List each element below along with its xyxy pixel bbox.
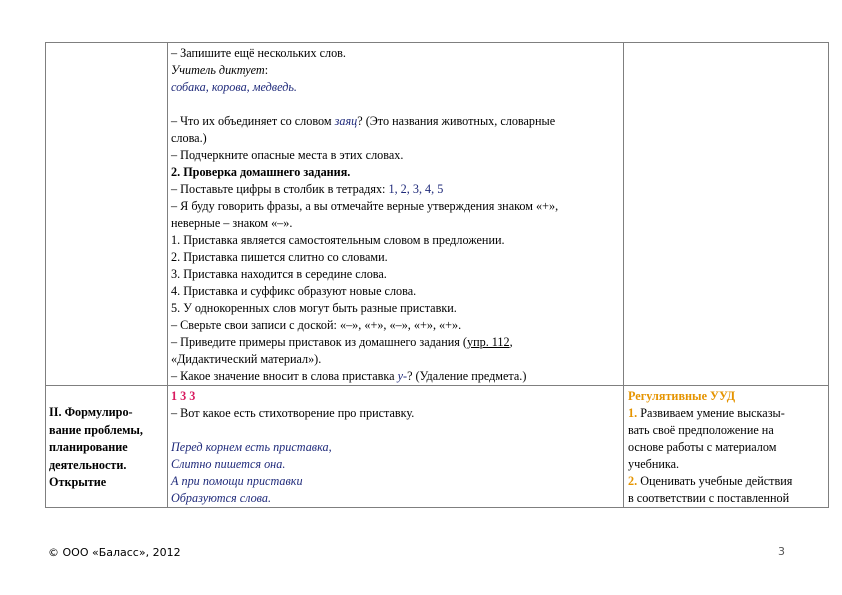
text-run: – Подчеркните опасные места в этих словах.	[171, 148, 404, 162]
text-run: заяц	[334, 114, 358, 128]
uud-text	[624, 386, 828, 507]
text-run: основе работы с материалом	[628, 440, 777, 454]
text-line	[171, 96, 620, 113]
uud-cell-empty	[624, 43, 829, 386]
stage-line: II. Формулиро-	[49, 405, 133, 419]
text-run: Слитно пишется она.	[171, 457, 286, 471]
text-run: неверные – знаком «–».	[171, 216, 293, 230]
table-row	[46, 43, 829, 386]
table-row	[46, 386, 829, 508]
stage-line: вание проблемы,	[49, 422, 143, 437]
text-line	[171, 388, 620, 405]
text-run: 4. Приставка и суффикс образуют новые слова.	[171, 284, 417, 298]
text-line	[171, 300, 620, 317]
stage-title	[46, 386, 167, 492]
text-line	[171, 473, 620, 490]
activity-cell	[168, 386, 624, 508]
text-run: 5. У однокоренных слов могут быть разные приставки.	[171, 301, 457, 315]
text-run: вать своё предположение на	[628, 423, 774, 437]
page-number: 3	[778, 545, 785, 558]
text-line	[628, 439, 825, 456]
text-run: :	[264, 63, 269, 77]
stage-line: Открытие	[49, 475, 107, 489]
text-line	[171, 368, 620, 385]
footer-copyright: © ООО «Баласс», 2012	[48, 546, 181, 559]
text-run: Развиваем умение высказы-	[637, 406, 785, 420]
text-run: Перед корнем есть приставка,	[171, 440, 332, 454]
text-line	[171, 147, 620, 164]
text-run: собака, корова, медведь.	[171, 80, 297, 94]
text-line	[628, 456, 825, 473]
text-run: ,	[509, 335, 513, 349]
text-line	[171, 181, 620, 198]
text-run: 2.	[628, 474, 638, 488]
text-run: – Вот какое есть стихотворение про приставку.	[171, 406, 415, 420]
stage-line: планирование	[49, 440, 128, 454]
text-line	[171, 113, 620, 130]
text-line	[171, 456, 620, 473]
text-run: слова.)	[171, 131, 207, 145]
text-run: – Я буду говорить фразы, а вы отмечайте верные утверждения знаком «+»,	[171, 199, 559, 213]
text-line	[171, 266, 620, 283]
text-line	[171, 317, 620, 334]
text-run: 3. Приставка находится в середине слова.	[171, 267, 387, 281]
text-run: Оценивать учебные действия	[637, 474, 793, 488]
text-run: ? (Удаление предмета.)	[407, 369, 527, 383]
stage-cell-empty	[46, 43, 168, 386]
text-run: «Дидактический материал»).	[171, 352, 322, 366]
text-line	[628, 473, 825, 490]
uud-cell	[624, 386, 829, 508]
text-run: в соответствии с поставленной	[628, 491, 790, 505]
text-run: Образуются слова.	[171, 491, 272, 505]
stage-cell	[46, 386, 168, 508]
text-run: – Приведите примеры приставок из домашнего задания (	[171, 335, 467, 349]
text-run: 2. Проверка домашнего задания.	[171, 165, 351, 179]
text-run: – Что их объединяет со словом	[171, 114, 335, 128]
text-line	[171, 79, 620, 96]
text-line	[171, 249, 620, 266]
text-line	[171, 215, 620, 232]
text-run: 1. Приставка является самостоятельным словом в предложении.	[171, 233, 505, 247]
text-line	[171, 439, 620, 456]
text-run: 2. Приставка пишется слитно со словами.	[171, 250, 388, 264]
text-run: ? (Это названия животных, словарные	[357, 114, 556, 128]
text-run: А при помощи приставки	[171, 474, 303, 488]
text-line	[171, 422, 620, 439]
activity-cell	[168, 43, 624, 386]
text-line	[628, 388, 825, 405]
text-run: Учитель диктует	[171, 63, 265, 77]
text-run: – Сверьте свои записи с доской: «–», «+», «–», «+», «+».	[171, 318, 462, 332]
text-run: 1, 2, 3, 4, 5	[388, 182, 444, 196]
text-run: – Какое значение вносит в слова приставка	[171, 369, 398, 383]
text-line	[628, 405, 825, 422]
text-line	[171, 45, 620, 62]
activity-text	[168, 386, 623, 507]
text-line	[171, 164, 620, 181]
text-run: учебника.	[628, 457, 680, 471]
text-line	[171, 405, 620, 422]
text-line	[171, 351, 620, 368]
lesson-table	[45, 42, 829, 508]
text-run: – Поставьте цифры в столбик в тетрадях:	[171, 182, 389, 196]
text-run: Регулятивные УУД	[628, 389, 736, 403]
stage-line: деятельности.	[49, 457, 127, 472]
text-line	[171, 62, 620, 79]
text-line	[171, 232, 620, 249]
text-line	[171, 198, 620, 215]
text-run: 1 3 3	[171, 389, 196, 403]
text-line	[171, 490, 620, 507]
text-run: у-	[397, 369, 408, 383]
text-line	[171, 130, 620, 147]
activity-text	[168, 43, 623, 385]
text-run: упр. 112	[466, 335, 510, 349]
text-line	[628, 422, 825, 439]
text-line	[171, 334, 620, 351]
text-line	[628, 490, 825, 507]
text-run: – Запишите ещё нескольких слов.	[171, 46, 346, 60]
text-line	[171, 283, 620, 300]
text-run: 1.	[628, 406, 638, 420]
